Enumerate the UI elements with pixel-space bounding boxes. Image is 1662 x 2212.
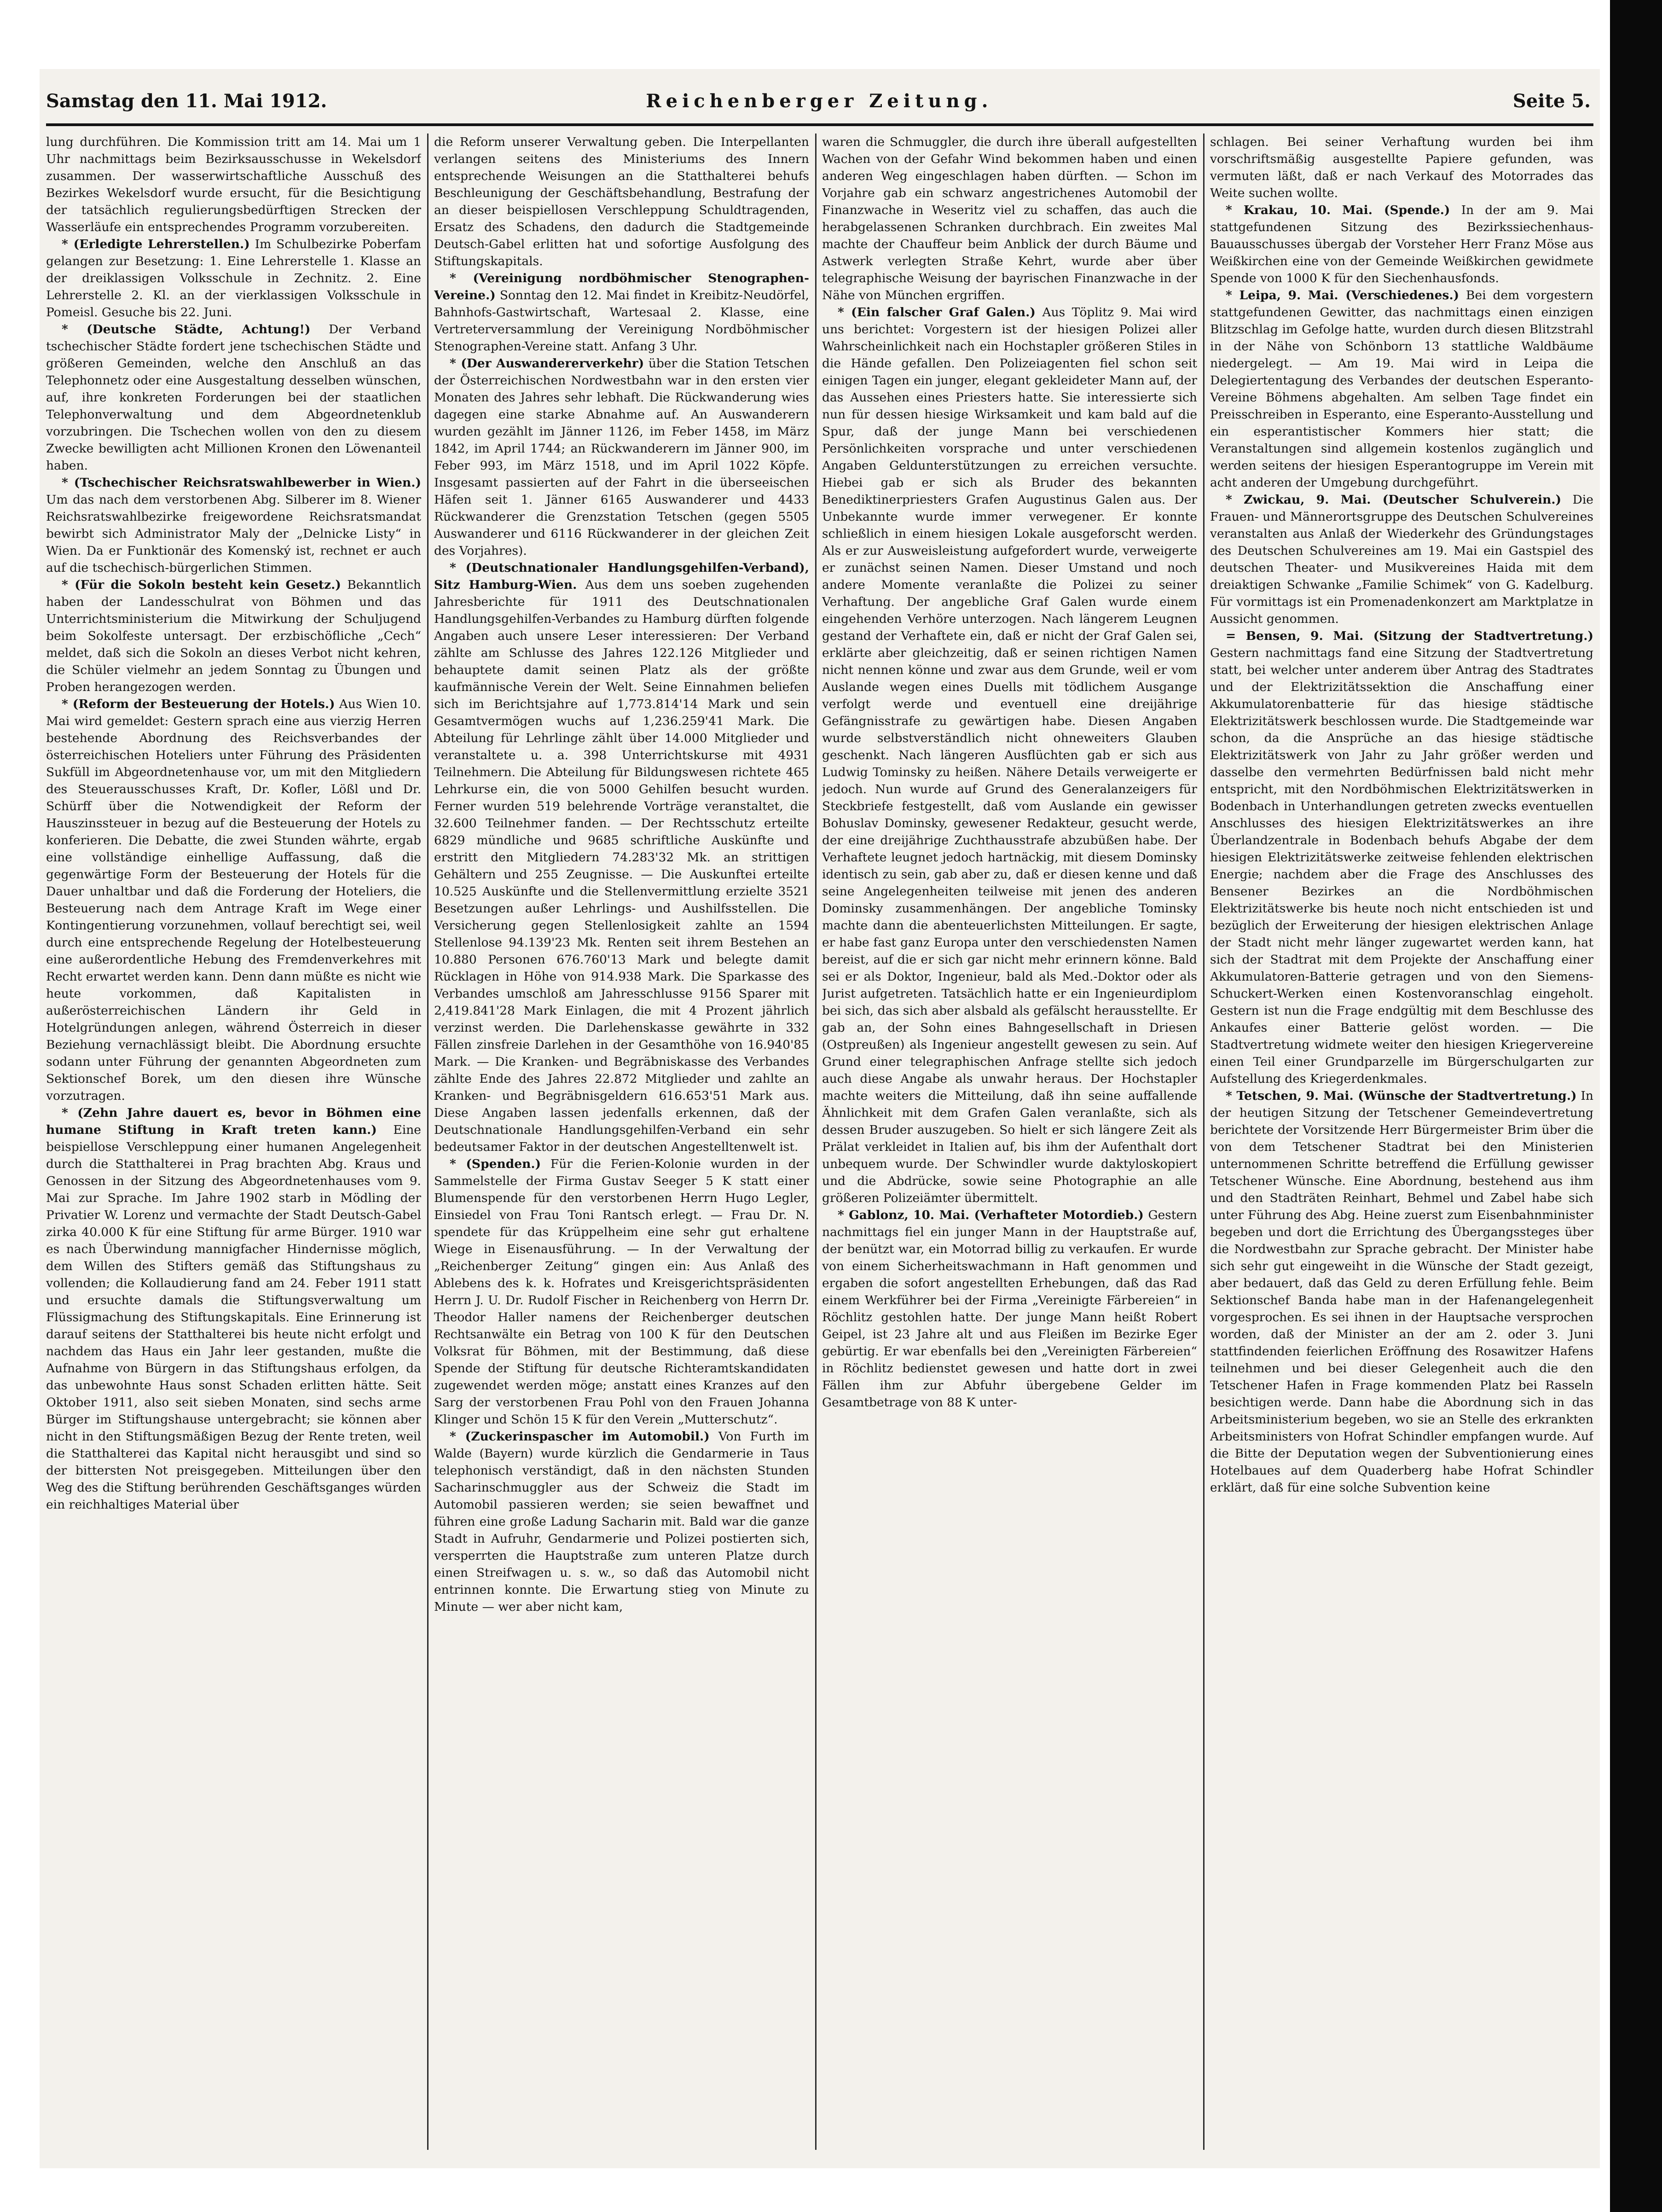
masthead — [46, 87, 1593, 120]
article-paragraph — [822, 304, 1197, 1207]
article-text: waren die Schmuggler, die durch ihre überall aufgestellten Wachen von der Gefahr Wind bekommen haben und einen anderen Weg eingeschlagen haben dürften. — Schon im Vorjahre gab ein schwarz angestrichenes Automobil der Finanzwache in Weseritz viel zu schaffen, das auch die herabgelassenen Schranken durchbrach. Ein zweites Mal machte der Chauffeur beim Anblick der durch Bäume und Astwerk verlegten Straße Kehrt, wurde aber über telegraphische Weisung der bayrischen Finanzwache in der Nähe von München ergriffen. — [822, 135, 1197, 302]
article-text: lung durchführen. Die Kommission tritt am 14. Mai um 1 Uhr nachmittags beim Bezirksausschusse in Wekelsdorf zusammen. Der wasserwirtschaftliche Ausschuß des Bezirkes Wekelsdorf wurde ersucht, für die Besichtigung der tatsächlich regulierungsbedürftigen Strecken der Wasserläufe ein entsprechendes Programm vorzubereiten. — [46, 135, 421, 234]
newspaper-title: Reichenberger Zeitung. — [646, 90, 993, 112]
article-heading: * (Der Auswandererverkehr) — [450, 356, 644, 371]
article-text: Aus Töplitz 9. Mai wird uns berichtet: Vorgestern ist der hiesigen Polizei aller Wahrscheinlichkeit nach ein Hochstapler größeren Stiles in die Hände gefallen. Den Polizeiagenten fiel schon seit einigen Tagen ein junger, elegant gekleideter Mann auf, der das Aussehen eines Priesters hatte. Sie interessierte sich nun für dessen hiesige Wirksamkeit und kam bald auf die Spur, daß der junge Mann bei verschiedenen Persönlichkeiten vorsprache und unter verschiedenen Angaben Geldunterstützungen zu erreichen versuchte. Hiebei gab er sich als Bruder des bekannten Benediktinerpriesters Grafen Augustinus Galen aus. Der Unbekannte wurde immer verwegener. Er konnte schließlich in einem hiesigen Lokale ausgeforscht werden. Als er zur Ausweisleistung aufgefordert wurde, verweigerte er zunächst seinen Namen. Dieser Umstand und noch andere Momente veranlaßte die Polizei zu seiner Verhaftung. Der angebliche Graf Galen wurde einem eingehenden Verhöre unterzogen. Nach längerem Leugnen gestand der Verhaftete ein, daß er nicht der Graf Galen sei, erklärte aber gleichzeitig, daß er seinen richtigen Namen nicht nennen könne und zwar aus dem Grunde, weil er vom Auslande wegen eines Duells mit tödlichem Ausgange verfolgt werde und eventuell eine dreijährige Gefängnisstrafe zu gewärtigen habe. Diesen Angaben wurde selbstverständlich nicht ohneweiters Glauben geschenkt. Nach längeren Ausflüchten gab er sich aus Ludwig Tominsky zu heißen. Nähere Details verweigerte er jedoch. Nun wurde auf Grund des Generalanzeigers für Steckbriefe festgestellt, daß vom Auslande ein gewisser Bohuslav Dominsky, gewesener Redakteur, gesucht werde, der eine dreijährige Zuchthausstrafe abzubüßen habe. Der Verhaftete leugnet jedoch hartnäckig, mit diesem Dominsky identisch zu sein, gab aber zu, daß er diesen kenne und daß seine Angelegenheiten teilweise mit jenen des anderen Dominsky zusammenhängen. Der angebliche Tominsky machte dann die abenteuerlichsten Mitteilungen. Er sagte, er habe fast ganz Europa unter den verschiedensten Namen bereist, auf die er sich gar nicht mehr erinnern könne. Bald sei er als Doktor, Ingenieur, bald als Med.-Doktor oder als Jurist aufgetreten. Tatsächlich hatte er ein Ingenieurdiplom bei sich, das sich aber alsbald als gefälscht herausstellte. Er gab an, der Sohn eines Bahngesellschaft in Driesen (Ostpreußen) als Ingenieur angestellt gewesen zu sein. Auf Grund einer telegraphischen Anfrage stellte sich jedoch auch diese Angabe als unwahr heraus. Der Hochstapler machte weiters die Mitteilung, daß ihn seine auffallende Ähnlichkeit mit dem Grafen Galen veranlaßte, sich als dessen Bruder auszugeben. So hielt er sich längere Zeit als Prälat verkleidet in Italien auf, bis ihm der Aufenthalt dort unbequem wurde. Der Schwindler wurde daktyloskopiert und die Abdrücke, sowie seine Photographie an alle größeren Polizeiämter übermittelt. — [822, 305, 1197, 1205]
scan-border — [1610, 0, 1662, 2212]
newspaper-page — [40, 69, 1600, 2168]
article-paragraph — [1210, 134, 1593, 202]
page-number: Seite 5. — [1512, 90, 1591, 112]
article-paragraph — [1210, 202, 1593, 287]
article-heading: * (Für die Sokoln besteht kein Gesetz.) — [62, 578, 341, 592]
column-1 — [46, 134, 421, 2150]
article-heading: = Bensen, 9. Mai. (Sitzung der Stadtvertretung.) — [1226, 629, 1593, 643]
article-heading: * (Zehn Jahre dauert es, bevor in Böhmen eine humane Stiftung in Kraft treten kann.) — [46, 1106, 421, 1137]
article-heading: * (Tschechischer Reichsratswahlbewerber in Wien.) — [62, 476, 421, 490]
column-3 — [822, 134, 1197, 2150]
article-heading: * (Vereinigung nordböhmischer Stenographen-Vereine.) — [434, 271, 809, 302]
article-text: Sonntag den 12. Mai findet in Kreibitz-Neudörfel, Bahnhofs-Gastwirtschaft, Wartesaal 2. Klasse, eine Vertreterversammlung der Vereinigung Nordböhmischer Stenographen-Vereine statt. Anfang 3 Uhr. — [434, 288, 809, 354]
article-text: Für die Ferien-Kolonie wurden in der Sammelstelle der Firma Gustav Seeger 5 K statt einer Blumenspende für den verstorbenen Herrn Hugo Legler, Einsiedel von Frau Toni Rantsch erlegt. — Frau Dr. N. spendete für das Krüppelheim eine sehr gut erhaltene Wiege in Eisenausführung. — In der Verwaltung der „Reichenberger Zeitung“ gingen ein: Aus Anlaß des Ablebens des k. k. Hofrates und Kreisgerichtspräsidenten Herrn J. U. Dr. Rudolf Fischer in Reichenberg von Herrn Dr. Theodor Haller namens der Reichenberger deutschen Rechtsanwälte ein Betrag von 100 K für den Deutschen Volksrat für Böhmen, mit der Bestimmung, daß diese Spende der Stiftung für deutsche Richteramtskandidaten zugewendet werden möge; anstatt eines Kranzes auf den Sarg der verstorbenen Frau Pohl von den Frauen Johanna Klinger und Schön 15 K für den Verein „Mutterschutz“. — [434, 1157, 809, 1427]
article-heading: * Zwickau, 9. Mai. (Deutscher Schulverein.) — [1226, 493, 1562, 507]
article-heading: * (Erledigte Lehrerstellen.) — [62, 237, 250, 251]
column-divider — [815, 134, 817, 2150]
masthead-rule — [46, 123, 1593, 126]
article-paragraph — [1210, 491, 1593, 627]
article-paragraph — [822, 134, 1197, 304]
article-heading: * (Spenden.) — [450, 1157, 541, 1171]
article-heading: * Leipa, 9. Mai. (Verschiedenes.) — [1226, 288, 1459, 302]
article-text: Aus Wien 10. Mai wird gemeldet: Gestern sprach eine aus vierzig Herren bestehende Abordnung des Reichsverbandes der österreichischen Hoteliers unter Führung des Präsidenten Sukfüll im Abgeordnetenhause vor, um mit den Mitgliedern des Steuerausschusses Kraft, Dr. Kofler, Lößl und Dr. Schürff über die Notwendigkeit der Reform der Hauszinssteuer in bezug auf die Besteuerung der Hotels zu konferieren. Die Debatte, die zwei Stunden währte, ergab eine vollständige einhellige Auffassung, daß die gegenwärtige Form der Besteuerung der Hotels für die Dauer unhaltbar und daß die Forderung der Hoteliers, die Besteuerung nach dem Antrage Kraft im Wege einer Kontingentierung vorzunehmen, vollauf berechtigt sei, weil durch eine entsprechende Regelung der Hotelbesteuerung eine außerordentliche Hebung des Fremdenverkehres mit Recht erwartet werden kann. Denn dann müßte es nicht wie heute vorkommen, daß Kapitalisten in außerösterreichischen Ländern ihr Geld in Hotelgründungen anlegen, während Österreich in dieser Beziehung vernachlässigt bleibt. Die Abordnung ersuchte sodann unter Führung der genannten Abgeordneten zum Sektionschef Borek, um den diesen ihre Wünsche vorzutragen. — [46, 697, 421, 1103]
article-text: Von Furth im Walde (Bayern) wurde kürzlich die Gendarmerie in Taus telephonisch verständigt, daß in den nächsten Stunden Sacharinschmuggler aus der Schweiz die Stadt im Automobil passieren werden; sie seien bewaffnet und führen eine große Ladung Sacharin mit. Bald war die ganze Stadt in Aufruhr, Gendarmerie und Polizei postierten sich, versperrten die Hauptstraße zum unteren Platze durch einen Streifwagen u. s. w., so daß das Automobil nicht entrinnen konnte. Die Erwartung stieg von Minute zu Minute — wer aber nicht kam, — [434, 1429, 809, 1614]
column-divider — [1203, 134, 1205, 2150]
article-text: Aus dem uns soeben zugehenden Jahresberichte für 1911 des Deutschnationalen Handlungsgehilfen-Verbandes zu Hamburg dürften folgende Angaben auch unsere Leser interessieren: Der Verband zählte am Schlusse des Jahres 122.126 Mitglieder und behauptete damit seinen Platz als der größte kaufmännische Verein der Welt. Seine Einnahmen beliefen sich im Berichtsjahre auf 1,773.814'14 Mark und sein Gesamtvermögen wuchs auf 1,236.259'41 Mark. Die Abteilung für Lehrlinge zählt über 14.000 Mitglieder und veranstaltete u. a. 398 Unterrichtskurse mit 4931 Teilnehmern. Die Abteilung für Bildungswesen richtete 465 Lehrkurse ein, die von 5000 Gehilfen besucht wurden. Ferner wurden 519 belehrende Vorträge veranstaltet, die 32.600 Teilnehmer fanden. — Der Rechtsschutz erteilte 6829 mündliche und 9685 schriftliche Auskünfte und erstritt den Mitgliedern 74.283'32 Mk. an strittigen Gehältern und 255 Zeugnisse. — Die Auskunftei erteilte 10.525 Auskünfte und die Stellenvermittlung erzielte 3521 Besetzungen außer Lehrlings- und Aushilfsstellen. Die Versicherung gegen Stellenlosigkeit zahlte an 1594 Stellenlose 94.139'23 Mk. Renten seit ihrem Bestehen an 10.880 Personen 676.760'13 Mark und belegte damit Rücklagen in Höhe von 914.938 Mark. Die Sparkasse des Verbandes umschloß am Jahresschlusse 9156 Sparer mit 2,419.841'28 Mark Einlagen, die mit 4 Prozent jährlich verzinst werden. Die Darlehenskasse gewährte in 332 Fällen zinsfreie Darlehen in der Gesamthöhe von 16.940'85 Mark. — Die Kranken- und Begräbniskasse des Verbandes zählte Ende des Jahres 22.872 Mitglieder und zahlte an Kranken- und Begräbnisgeldern 616.653'51 Mark aus. Diese Angaben lassen jedenfalls erkennen, daß der Deutschnationale Handlungsgehilfen-Verband ein sehr bedeutsamer Faktor in der deutschen Angestelltenwelt ist. — [434, 578, 809, 1154]
article-text: Um das nach dem verstorbenen Abg. Silberer im 8. Wiener Reichsratswahlbezirke freigewordene Reichsratsmandat bewirbt sich Administrator Maly der „Delnicke Listy“ in Wien. Da er Funktionär des Komenský ist, rechnet er auch auf die tschechisch-bürgerlichen Stimmen. — [46, 493, 421, 575]
article-text: Der Verband tschechischer Städte fordert jene tschechischen Städte und größeren Gemeinden, welche den Anschluß an das Telephonnetz oder eine Ausgestaltung desselben wünschen, auf, ihre konkreten Forderungen bei der staatlichen Telephonverwaltung und dem Abgeordnetenklub vorzubringen. Die Tschechen wollen von den zu diesem Zwecke bewilligten acht Millionen Kronen den Löwenanteil haben. — [46, 322, 421, 473]
article-paragraph — [434, 1428, 809, 1615]
column-2 — [434, 134, 809, 2150]
article-paragraph — [46, 236, 421, 321]
article-text: Eine beispiellose Verschleppung einer humanen Angelegenheit durch die Statthalterei in Prag brachten Abg. Kraus und Genossen in der Sitzung des Abgeordnetenhauses vom 9. Mai zur Sprache. Im Jahre 1902 starb in Mödling der Privatier W. Lorenz und vermachte der Stadt Deutsch-Gabel zirka 40.000 K für eine Stiftung für arme Bürger. 1910 war es nach Überwindung mannigfacher Hindernisse möglich, dem Willen des Stifters gemäß das Stiftungshaus zu vollenden; die Kollaudierung fand am 24. Feber 1911 statt und ersuchte damals die Stiftungsverwaltung um Flüssigmachung des Stiftungskapitals. Eine Erinnerung ist darauf seitens der Statthalterei bis heute nicht erfolgt und nachdem das Haus ein Jahr leer gestanden, mußte die Aufnahme von Bürgern in das Stiftungshaus erfolgen, da das unbewohnte Haus sonst Schaden erlitten hätte. Seit Oktober 1911, also seit sieben Monaten, sind sechs arme Bürger im Stiftungshause untergebracht; sie können aber nicht in den Stiftungsmäßigen Bezug der Rente treten, weil die Statthalterei das Kapital nicht herausgibt und sind so der bittersten Not preisgegeben. Mitteilungen über den Weg des die Stiftung berührenden Geschäftsganges würden ein reichhaltiges Material über — [46, 1123, 421, 1512]
article-paragraph — [46, 696, 421, 1104]
article-text: Die Frauen- und Männerortsgruppe des Deutschen Schulvereines veranstalten aus Anlaß der Wiederkehr des Gründungstages des Deutschen Schulvereines am 19. Mai ein Gastspiel des deutschen Theater- und Musikvereines Haida mit dem dreiaktigen Schwanke „Familie Schimek“ von G. Kadelburg. Für vormittags ist ein Promenadenkonzert am Marktplatze in Aussicht genommen. — [1210, 493, 1593, 626]
article-paragraph — [822, 1207, 1197, 1411]
article-heading: * (Zuckerinspascher im Automobil.) — [450, 1429, 710, 1444]
article-paragraph — [434, 134, 809, 270]
article-paragraph — [1210, 627, 1593, 1087]
article-paragraph — [46, 576, 421, 696]
article-heading: * Gablonz, 10. Mai. (Verhafteter Motordieb.) — [838, 1208, 1144, 1222]
article-text: Bekanntlich haben der Landesschulrat von Böhmen und das Unterrichtsministerium die Mitwirkung der Schuljugend beim Sokolfeste untersagt. Der erzbischöfliche „Cech“ meldet, daß sich die Sokoln an dieses Verbot nicht kehren, die Schüler vielmehr an jedem Sonntag zu Übungen und Proben herangezogen werden. — [46, 578, 421, 694]
article-heading: * (Deutsche Städte, Achtung!) — [62, 322, 311, 337]
article-paragraph — [434, 559, 809, 1155]
issue-date: Samstag den 11. Mai 1912. — [46, 90, 327, 112]
article-text: In der heutigen Sitzung der Tetschener Gemeindevertretung berichtete der Vorsitzende Herr Bürgermeister Brim über die von dem Tetschener Stadtrat bei den Ministerien unternommenen Schritte betreffend die Erfüllung gewisser Tetschener Wünsche. Eine Abordnung, bestehend aus ihm und den Stadträten Reinhart, Behmel und Zabel habe sich unter Führung des Abg. Heine zuerst zum Eisenbahnminister begeben und dort die Errichtung des Übergangssteges über die Nordwestbahn zur Sprache gebracht. Der Minister habe sich sehr gut eingeweiht in die Wünsche der Stadt gezeigt, aber bedauert, daß das Geld zu deren Erfüllung fehle. Beim Sektionschef Banda habe man in der Hafenangelegenheit vorgesprochen. Es sei ihnen in der Hauptsache versprochen worden, daß der Minister an der am 2. oder 3. Juni stattfindenden feierlichen Eröffnung des Rosawitzer Hafens teilnehmen und bei dieser Gelegenheit auch die den Tetschener Hafen in Frage kommenden Platz bei Rasseln besichtigen werde. Dann habe die Abordnung sich in das Arbeitsministerium begeben, wo sie an Stelle des erkrankten Arbeitsministers von Hofrat Schindler empfangen wurde. Auf die Bitte der Deputation wegen der Subventionierung eines Hotelbaues auf dem Quaderberg habe Hofrat Schindler erklärt, daß für eine solche Subvention keine — [1210, 1089, 1593, 1495]
article-text: über die Station Tetschen der Österreichischen Nordwestbahn war in den ersten vier Monaten des Jahres sehr lebhaft. Die Rückwanderung wies dagegen eine starke Abnahme auf. An Auswanderern wurden gezählt im Jänner 1126, im Feber 1458, im März 1842, im April 1744; an Rückwanderern im Jänner 900, im Feber 993, im März 1518, und im April 1022 Köpfe. Insgesamt passierten auf der Fahrt in die überseeischen Häfen seit 1. Jänner 6165 Auswanderer und 4433 Rückwanderer die Grenzstation Tetschen (gegen 5505 Auswanderer und 6116 Rückwanderer in der gleichen Zeit des Vorjahres). — [434, 356, 809, 558]
article-heading: * (Ein falscher Graf Galen.) — [838, 305, 1036, 319]
article-paragraph — [46, 1104, 421, 1513]
article-text: Im Schulbezirke Poberfam gelangen zur Besetzung: 1. Eine Lehrerstelle 1. Klasse an der dreiklassigen Volksschule in Zechnitz. 2. Eine Lehrerstelle 2. Kl. an der vierklassigen Volksschule in Pomeisl. Gesuche bis 22. Juni. — [46, 237, 421, 319]
article-text: Bei dem vorgestern stattgefundenen Gewitter, das nachmittags einen einzigen Blitzschlag im Gefolge hatte, wurden durch diesen Blitzstrahl in der Nähe von Schönborn 13 stattliche Waldbäume niedergelegt. — Am 19. Mai wird in Leipa die Delegiertentagung des Verbandes der deutschen Esperanto-Vereine Böhmens abgehalten. Am selben Tage findet ein Preisschreiben in Esperanto, eine Esperanto-Ausstellung und ein esperantistischer Kommers hier statt; die Veranstaltungen sind allgemein kostenlos zugänglich und werden seitens der hiesigen Esperantogruppe im Verein mit acht anderen der Umgebung durchgeführt. — [1210, 288, 1593, 490]
article-text: Gestern nachmittags fand eine Sitzung der Stadtvertretung statt, bei welcher unter anderem über Antrag des Stadtrates und der Elektrizitätssektion die Anschaffung einer Akkumulatorenbatterie für das hiesige städtische Elektrizitätswerk beschlossen wurde. Die Stadtgemeinde war schon, da die Ansprüche an das hiesige städtische Elektrizitätswerk von Jahr zu Jahr größer werden und dasselbe den vermehrten Bedürfnissen bald nicht mehr entspricht, mit den Nordböhmischen Elektrizitätswerken in Bodenbach in Unterhandlungen getreten zwecks eventuellen Anschlusses des hiesigen Elektrizitätswerkes an ihre Überlandzentrale in Bodenbach behufs Abgabe der dem hiesigen Elektrizitätswerke zeitweise fehlenden elektrischen Energie; nachdem aber die Frage des Anschlusses des Bensener Bezirkes an die Nordböhmischen Elektrizitätswerke bis heute noch nicht entschieden ist und bezüglich der Erweiterung der hiesigen elektrischen Anlage der Stadt nicht mehr länger zugewartet werden kann, hat sich der Stadtrat mit dem Projekte der Anschaffung einer Akkumulatoren-Batterie getragen und von den Siemens-Schuckert-Werken einen Kostenvoranschlag eingeholt. Gestern ist nun die Frage endgültig mit dem Beschlusse des Ankaufes einer Batterie gelöst worden. — Die Stadtvertretung widmete weiter den hiesigen Kriegervereine einen Teil einer Grundparzelle im Bürgerschulgarten zur Aufstellung des Kriegerdenkmales. — [1210, 646, 1593, 1086]
article-text: In der am 9. Mai stattgefundenen Sitzung des Bezirkssiechenhaus-Bauausschusses übergab der Vorsteher Herr Franz Möse aus Weißkirchen eine von der Gemeinde Weißkirchen gewidmete Spende von 1000 K für den Siechenhausfonds. — [1210, 203, 1593, 285]
article-heading: * (Reform der Besteuerung der Hotels.) — [62, 697, 335, 711]
article-heading: * (Deutschnationaler Handlungsgehilfen-Verband), Sitz Hamburg-Wien. — [434, 561, 809, 592]
article-text: Gestern nachmittags fiel ein junger Mann in der Hauptstraße auf, der benützt war, ein Motorrad billig zu verkaufen. Er wurde von einem Sicherheitswachmann in Haft genommen und ergaben die sofort angestellten Erhebungen, daß das Rad einem Werkführer bei der Firma „Vereinigte Färbereien“ in Röchlitz gestohlen hatte. Der junge Mann heißt Robert Geipel, ist 23 Jahre alt und aus Fleißen im Bezirke Eger gebürtig. Er war ebenfalls bei den „Vereinigten Färbereien“ in Röchlitz bedienstet gewesen und hatte dort in zwei Fällen ihm zur Abfuhr übergebene Gelder im Gesamtbetrage von 88 K unter- — [822, 1208, 1197, 1410]
article-text: die Reform unserer Verwaltung geben. Die Interpellanten verlangen seitens des Ministeriums des Innern entsprechende Weisungen an die Statthalterei behufs Beschleunigung der Geschäftsbehandlung, Bestrafung der an dieser beispiellosen Verschleppung Schuldtragenden, Ersatz des Schadens, den dadurch die Stadtgemeinde Deutsch-Gabel erlitten hat und sofortige Ausfolgung des Stiftungskapitals. — [434, 135, 809, 268]
column-4 — [1210, 134, 1593, 2150]
column-divider — [427, 134, 429, 2150]
article-heading: * Krakau, 10. Mai. (Spende.) — [1226, 203, 1450, 217]
article-text: schlagen. Bei seiner Verhaftung wurden bei ihm vorschriftsmäßig ausgestellte Papiere gefunden, was vermuten läßt, daß er nach Verkauf des Motorrades das Weite suchen wollte. — [1210, 135, 1593, 200]
article-paragraph — [46, 321, 421, 474]
article-paragraph — [434, 355, 809, 559]
article-paragraph — [434, 1155, 809, 1428]
article-paragraph — [1210, 1087, 1593, 1496]
article-paragraph — [46, 134, 421, 236]
article-paragraph — [46, 474, 421, 576]
article-paragraph — [1210, 287, 1593, 491]
article-paragraph — [434, 270, 809, 355]
article-heading: * Tetschen, 9. Mai. (Wünsche der Stadtvertretung.) — [1226, 1089, 1577, 1103]
